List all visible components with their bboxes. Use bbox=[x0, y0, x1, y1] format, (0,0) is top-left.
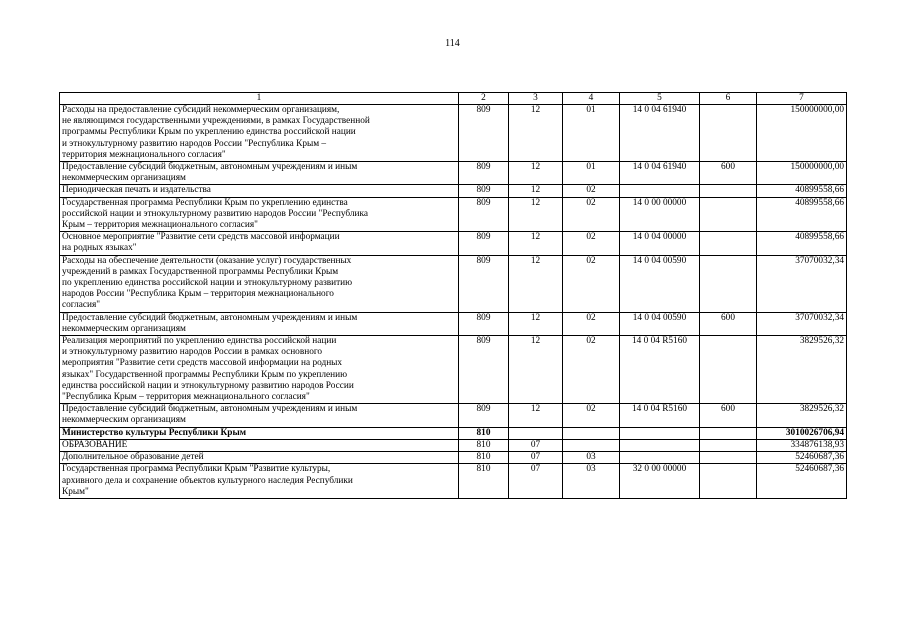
row-amount: 40899558,66 bbox=[757, 185, 847, 197]
table-row bbox=[60, 232, 847, 255]
row-name: Дополнительное образование детей bbox=[60, 452, 459, 464]
table-row bbox=[60, 336, 847, 404]
row-target-article: 14 0 04 00590 bbox=[620, 312, 700, 335]
row-subsection-code: 02 bbox=[563, 404, 620, 427]
row-target-article: 32 0 00 00000 bbox=[620, 464, 700, 499]
row-expense-type bbox=[700, 185, 757, 197]
row-ministry-code: 809 bbox=[459, 105, 509, 162]
row-expense-type bbox=[700, 105, 757, 162]
page-number: 114 bbox=[445, 38, 460, 49]
table-row bbox=[60, 464, 847, 499]
column-header: 4 bbox=[563, 93, 620, 105]
row-section-code: 12 bbox=[509, 336, 563, 404]
row-amount: 3010026706,94 bbox=[757, 427, 847, 439]
row-amount: 150000000,00 bbox=[757, 105, 847, 162]
row-name: Расходы на обеспечение деятельности (оказание услуг) государственных учреждений в рамках Государственной программы Республики Крым по укреплению единства российской нации и этнокультурному развитию народов России "Республика Крым – территория межнационального согласия" bbox=[60, 255, 459, 312]
row-ministry-code: 809 bbox=[459, 185, 509, 197]
row-target-article: 14 0 04 00000 bbox=[620, 232, 700, 255]
row-target-article: 14 0 04 00590 bbox=[620, 255, 700, 312]
column-header: 5 bbox=[620, 93, 700, 105]
row-target-article bbox=[620, 185, 700, 197]
row-expense-type bbox=[700, 439, 757, 451]
row-subsection-code: 02 bbox=[563, 255, 620, 312]
row-target-article bbox=[620, 427, 700, 439]
row-amount: 52460687,36 bbox=[757, 464, 847, 499]
row-amount: 37070032,34 bbox=[757, 255, 847, 312]
row-expense-type bbox=[700, 255, 757, 312]
table-row bbox=[60, 427, 847, 439]
row-expense-type bbox=[700, 427, 757, 439]
row-target-article: 14 0 04 R5160 bbox=[620, 336, 700, 404]
row-name: Министерство культуры Республики Крым bbox=[60, 427, 459, 439]
row-target-article: 14 0 04 R5160 bbox=[620, 404, 700, 427]
row-name: Расходы на предоставление субсидий некоммерческим организациям, не являющимся государственными учреждениями, в рамках Государственной программы Республики Крым по укреплению единства российской нации и этнокультурному развитию народов России "Республика Крым – территория межнационального согласия" bbox=[60, 105, 459, 162]
row-expense-type bbox=[700, 336, 757, 404]
row-name: Предоставление субсидий бюджетным, автономным учреждениям и иным некоммерческим организациям bbox=[60, 404, 459, 427]
row-amount: 3829526,32 bbox=[757, 336, 847, 404]
row-amount: 52460687,36 bbox=[757, 452, 847, 464]
table-row bbox=[60, 404, 847, 427]
table-header-row bbox=[60, 93, 847, 105]
row-name: Государственная программа Республики Крым "Развитие культуры, архивного дела и сохранение объектов культурного наследия Республики Крым" bbox=[60, 464, 459, 499]
row-section-code: 07 bbox=[509, 439, 563, 451]
table-row bbox=[60, 439, 847, 451]
row-name: Предоставление субсидий бюджетным, автономным учреждениям и иным некоммерческим организациям bbox=[60, 312, 459, 335]
row-amount: 334876138,93 bbox=[757, 439, 847, 451]
table-row bbox=[60, 162, 847, 185]
row-expense-type: 600 bbox=[700, 312, 757, 335]
row-name: Периодическая печать и издательства bbox=[60, 185, 459, 197]
row-ministry-code: 809 bbox=[459, 162, 509, 185]
row-section-code: 12 bbox=[509, 255, 563, 312]
row-section-code bbox=[509, 427, 563, 439]
column-header: 7 bbox=[757, 93, 847, 105]
table-row bbox=[60, 452, 847, 464]
row-ministry-code: 810 bbox=[459, 464, 509, 499]
row-expense-type bbox=[700, 464, 757, 499]
row-amount: 37070032,34 bbox=[757, 312, 847, 335]
row-ministry-code: 810 bbox=[459, 427, 509, 439]
row-target-article: 14 0 04 61940 bbox=[620, 162, 700, 185]
row-amount: 150000000,00 bbox=[757, 162, 847, 185]
row-amount: 40899558,66 bbox=[757, 232, 847, 255]
row-ministry-code: 810 bbox=[459, 439, 509, 451]
row-name: Государственная программа Республики Крым по укреплению единства российской нации и этнокультурному развитию народов России "Республика Крым – территория межнационального согласия" bbox=[60, 197, 459, 232]
column-header: 6 bbox=[700, 93, 757, 105]
row-expense-type bbox=[700, 452, 757, 464]
budget-table bbox=[59, 92, 847, 499]
row-target-article bbox=[620, 452, 700, 464]
row-subsection-code: 02 bbox=[563, 185, 620, 197]
row-section-code: 12 bbox=[509, 162, 563, 185]
row-subsection-code: 02 bbox=[563, 197, 620, 232]
row-ministry-code: 809 bbox=[459, 336, 509, 404]
row-name: Основное мероприятие "Развитие сети средств массовой информации на родных языках" bbox=[60, 232, 459, 255]
row-target-article: 14 0 04 61940 bbox=[620, 105, 700, 162]
row-ministry-code: 809 bbox=[459, 197, 509, 232]
row-section-code: 12 bbox=[509, 185, 563, 197]
row-subsection-code: 02 bbox=[563, 312, 620, 335]
column-header: 2 bbox=[459, 93, 509, 105]
table-row bbox=[60, 197, 847, 232]
table-row bbox=[60, 105, 847, 162]
row-expense-type: 600 bbox=[700, 162, 757, 185]
row-subsection-code: 03 bbox=[563, 452, 620, 464]
row-name: ОБРАЗОВАНИЕ bbox=[60, 439, 459, 451]
row-subsection-code bbox=[563, 439, 620, 451]
row-expense-type bbox=[700, 197, 757, 232]
column-header: 3 bbox=[509, 93, 563, 105]
row-ministry-code: 809 bbox=[459, 404, 509, 427]
row-amount: 40899558,66 bbox=[757, 197, 847, 232]
row-target-article: 14 0 00 00000 bbox=[620, 197, 700, 232]
row-section-code: 12 bbox=[509, 197, 563, 232]
row-ministry-code: 809 bbox=[459, 232, 509, 255]
row-subsection-code bbox=[563, 427, 620, 439]
row-subsection-code: 01 bbox=[563, 162, 620, 185]
row-amount: 3829526,32 bbox=[757, 404, 847, 427]
row-target-article bbox=[620, 439, 700, 451]
row-expense-type: 600 bbox=[700, 404, 757, 427]
row-subsection-code: 03 bbox=[563, 464, 620, 499]
row-subsection-code: 01 bbox=[563, 105, 620, 162]
column-header: 1 bbox=[60, 93, 459, 105]
row-subsection-code: 02 bbox=[563, 336, 620, 404]
table-row bbox=[60, 255, 847, 312]
row-expense-type bbox=[700, 232, 757, 255]
row-section-code: 12 bbox=[509, 404, 563, 427]
row-section-code: 07 bbox=[509, 464, 563, 499]
row-section-code: 12 bbox=[509, 105, 563, 162]
row-subsection-code: 02 bbox=[563, 232, 620, 255]
row-section-code: 07 bbox=[509, 452, 563, 464]
row-name: Предоставление субсидий бюджетным, автономным учреждениям и иным некоммерческим организациям bbox=[60, 162, 459, 185]
table-row bbox=[60, 185, 847, 197]
table-body bbox=[60, 105, 847, 499]
row-ministry-code: 810 bbox=[459, 452, 509, 464]
row-ministry-code: 809 bbox=[459, 312, 509, 335]
table-row bbox=[60, 312, 847, 335]
row-ministry-code: 809 bbox=[459, 255, 509, 312]
row-section-code: 12 bbox=[509, 312, 563, 335]
row-section-code: 12 bbox=[509, 232, 563, 255]
row-name: Реализация мероприятий по укреплению единства российской нации и этнокультурному развитию народов России в рамках основного мероприятия "Развитие сети средств массовой информации на родных языках" Государственной программы Республики Крым по укреплению единства российской нации и этнокультурному развитию народов России "Республика Крым – территория межнационального согласия" bbox=[60, 336, 459, 404]
